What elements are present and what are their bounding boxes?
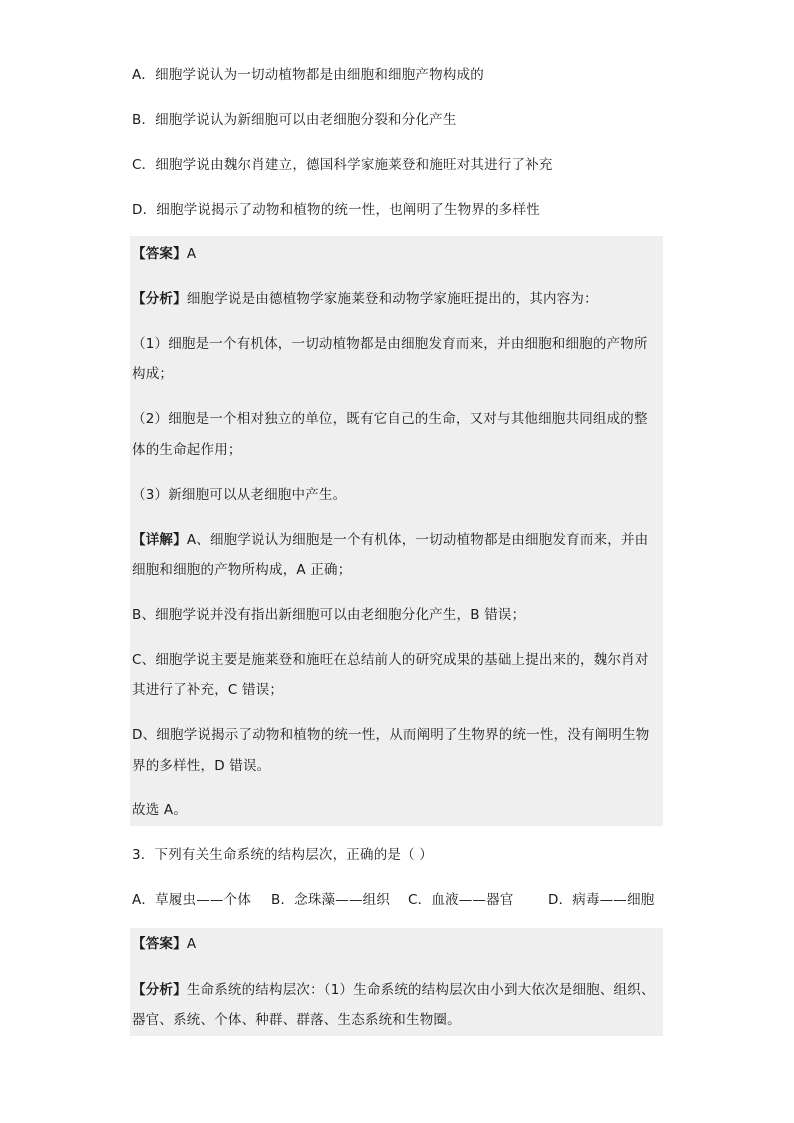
analysis-point-1-line-2: 构成； <box>132 366 174 382</box>
q2-analysis-intro <box>132 290 662 308</box>
q3-answer <box>132 935 662 953</box>
analysis-point-2-line-2: 体的生命起作用； <box>132 442 242 458</box>
answer-value: A <box>186 246 197 262</box>
q2-option-c: C．细胞学说由魏尔肖建立，德国科学家施莱登和施旺对其进行了补充 <box>132 157 553 173</box>
detail-tag: 【详解】 <box>132 532 187 548</box>
q3-answer-tag: 【答案】 <box>132 936 187 952</box>
detail-conclusion: 故选 A。 <box>132 802 188 818</box>
analysis-point-3: （3）新细胞可以从老细胞中产生。 <box>132 487 347 503</box>
detail-b: B、细胞学说并没有指出新细胞可以由老细胞分化产生，B 错误； <box>132 607 526 623</box>
q3-option-d: D．病毒——细胞 <box>548 892 655 908</box>
q3-stem: 3．下列有关生命系统的结构层次，正确的是（ ） <box>132 847 433 863</box>
detail-d-line-1: D、细胞学说揭示了动物和植物的统一性，从而阐明了生物界的统一性，没有阐明生物 <box>132 727 650 743</box>
q3-option-a: A．草履虫——个体 <box>132 892 252 908</box>
q3-analysis-tag: 【分析】 <box>132 982 187 998</box>
q2-option-b: B．细胞学说认为新细胞可以由老细胞分裂和分化产生 <box>132 112 457 128</box>
q2-option-a: A．细胞学说认为一切动植物都是由细胞和细胞产物构成的 <box>132 67 484 83</box>
answer-tag: 【答案】 <box>132 246 187 262</box>
analysis-tag: 【分析】 <box>132 291 187 307</box>
q3-analysis-line-2: 器官、系统、个体、种群、群落、生态系统和生物圈。 <box>132 1012 461 1028</box>
q3-answer-value: A <box>186 936 197 952</box>
q3-analysis-text: 生命系统的结构层次：（1）生命系统的结构层次由小到大依次是细胞、组织、 <box>186 982 655 998</box>
detail-a-line-2: 细胞和细胞的产物所构成，A 正确； <box>132 562 352 578</box>
detail-d-line-2: 界的多样性，D 错误。 <box>132 758 271 774</box>
q3-option-b: B．念珠藻——组织 <box>271 892 391 908</box>
q3-option-c: C．血液——器官 <box>408 892 514 908</box>
detail-c-line-2: 其进行了补充，C 错误； <box>132 682 284 698</box>
detail-a-line-1 <box>132 531 662 549</box>
analysis-point-1-line-1: （1）细胞是一个有机体，一切动植物都是由细胞发育而来，并由细胞和细胞的产物所 <box>132 336 648 352</box>
detail-c-line-1: C、细胞学说主要是施莱登和施旺在总结前人的研究成果的基础上提出来的，魏尔肖对 <box>132 652 649 668</box>
detail-a-text: A、细胞学说认为细胞是一个有机体，一切动植物都是由细胞发育而来，并由 <box>186 532 649 548</box>
analysis-intro-text: 细胞学说是由德植物学家施莱登和动物学家施旺提出的，其内容为： <box>186 291 598 307</box>
q2-answer <box>132 245 662 263</box>
analysis-point-2-line-1: （2）细胞是一个相对独立的单位，既有它自己的生命，又对与其他细胞共同组成的整 <box>132 411 648 427</box>
q3-analysis-line-1 <box>132 981 662 999</box>
q2-option-d: D．细胞学说揭示了动物和植物的统一性，也阐明了生物界的多样性 <box>132 202 540 218</box>
